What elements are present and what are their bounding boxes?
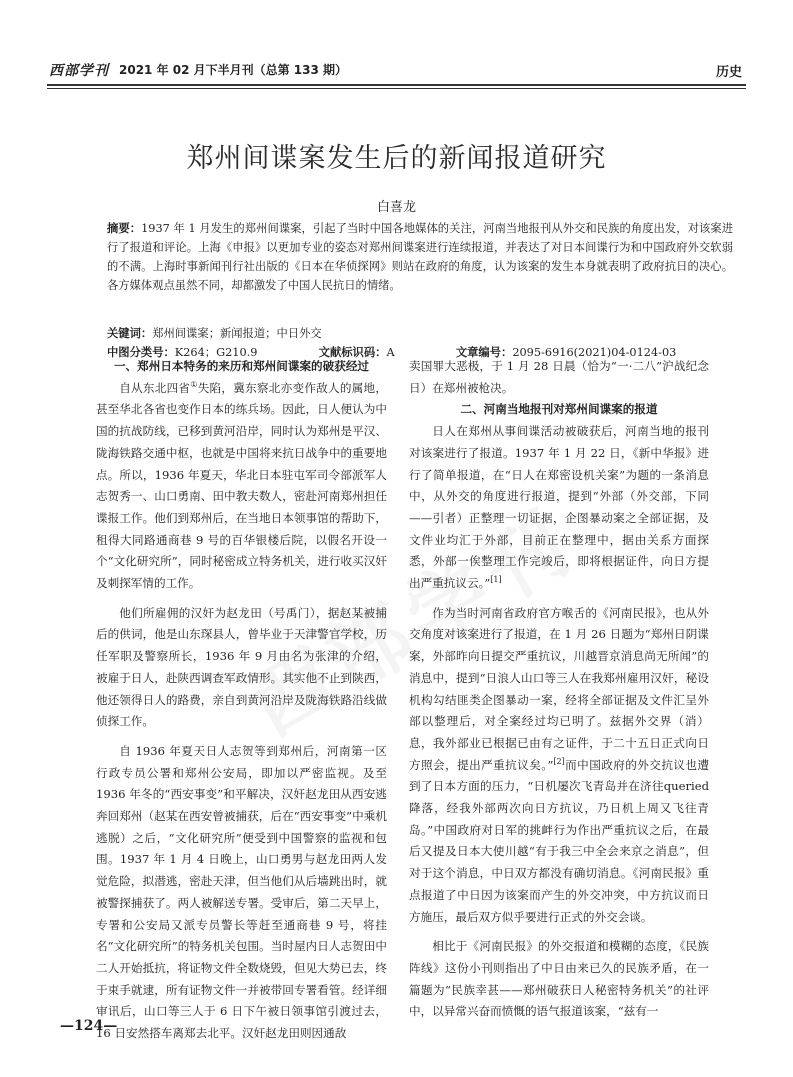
journal-logo: 西部学刊: [49, 63, 109, 79]
issue-info: 2021 年 02 月下半月刊（总第 133 期）: [119, 63, 348, 77]
abstract-label: 摘要：: [107, 221, 142, 235]
paragraph: [409, 603, 709, 929]
article-title: 郑州间谍案发生后的新闻报道研究: [186, 143, 607, 174]
abstract: [107, 219, 733, 295]
text-run: 失陷，冀东察北亦变作敌人的属地，甚至华北各省也变作日本的练兵场。因此，日人便认为中国的抗战防线，已移到黄河沿岸，同时认为郑州是平汉、陇海铁路交通中枢，也就是中国将来抗日战争中的重要地点。所以，1936 年夏天，华北日本驻屯军司令部派军人志贺秀一、山口勇南、田中教夫数人，密赴河南郑州担任谍报工作。他们到郑州后，在当地日本领事馆的帮助下，租得大同路通商巷 9 号的百华银楼后院，以假名开设一个“文化研究所”，同时秘密成立特务机关，进行收买汉奸及刺探军情的工作。: [96, 380, 387, 591]
citation-marker: [2]: [553, 756, 565, 766]
clc-value: K264；G210.9: [174, 346, 258, 359]
paragraph: 自 1936 年夏天日人志贺等到郑州后，河南第一区行政专员公署和郑州公安局，即加以严密监视。及至 1936 年冬的“西安事变”和平解决，汉奸赵龙田从西安逃奔回郑州（赵某在西安曾被捕获，后在“西安事变”中乘机逃脱）之后，“文化研究所”便受到中国警察的监视和包围。1937 年 1 月 4 日晚上，山口勇男与赵龙田两人发觉危险，拟潜逃，密赴天津，但当他们从后墙跳出时，就被警探捕获了。两人被解送专署。受审后，第二天早上，专署和公安局又派专员警长等赶至通商巷 9 号，将挂名“文化研究所”的特务机关包围。当时屋内日人志贺田中二人开始抵抗，将证物文件全数烧毁，但见大势已去，终于束手就逮，所有证物文件一并被带回专署看管。经详细审讯后，山口等三人于 6 日下午被日领事馆引渡过去，16 日安然搭车离郑去北平。汉奸赵龙田则因通敌: [96, 743, 387, 1041]
paragraph: 相比于《河南民报》的外交报道和模糊的态度，《民族阵线》这份小刊则指出了中日由来已久的民族矛盾，在一篇题为“民族幸甚——郑州破获日人秘密特务机关”的社评中，以异常兴奋而愤慨的语气报道该案，“兹有一: [409, 939, 709, 1019]
article-author: 白喜龙: [376, 200, 416, 215]
page-number: —124—: [60, 1018, 118, 1034]
section-heading-1: 一、郑州日本特务的来历和郑州间谍案的破获经过: [113, 359, 370, 373]
running-header: [47, 58, 746, 82]
keywords-line: [107, 324, 733, 343]
keywords: 郑州间谍案；新闻报道；中日外交: [152, 327, 322, 340]
keywords-label: 关键词：: [107, 326, 153, 340]
paragraph: [96, 378, 387, 595]
text-run: 而中国政府的外交抗议也遭到了日本方面的压力，“日机屡次飞青岛并在济往queried降落，经我外部两次向日方抗议，乃日机上周又飞往青岛。”中国政府对日军的挑衅行为作出严重抗议之后，在最后又提及日本大使川越“有于我三中全会来京之消息”，但对于这个消息，中日双方都没有确切消息。《河南民报》重点报道了中日因为该案而产生的外交冲突，中方抗议而日方施压，最后双方似乎要进行正式的外交会谈。: [409, 757, 709, 924]
text-run: 自从东北四省: [119, 380, 191, 395]
paragraph: 卖国罪大恶极，于 1 月 28 日晨（恰为“一·二八”沪战纪念日）在郑州被枪决。: [409, 359, 709, 395]
citation-marker: [1]: [490, 575, 502, 585]
clc-label: 中图分类号：: [107, 345, 175, 359]
abstract-text: 1937 年 1 月发生的郑州间谍案，引起了当时中国各地媒体的关注，河南当地报刊从外交和民族的角度出发，对该案进行了报道和评论。上海《申报》以更加专业的姿态对郑州间谍案进行连续报道，并表达了对日本间谍行为和中国政府外交软弱的不满。上海时事新闻刊行社出版的《日本在华侦探网》则站在政府的角度，认为该案的发生本身就表明了政府抗日的决心。各方媒体观点虽然不同，却都激发了中国人民抗日的情绪。: [107, 222, 733, 292]
left-column: [96, 356, 387, 1045]
header-rule-thin: [47, 88, 746, 89]
text-run: 日人在郑州从事间谍活动被破获后，河南当地的报刊对该案进行了报道。1937 年 1 月 22 日，《新中华报》进行了简单报道，在“日人在郑密设机关案”为题的一条消息中，从外交的角度进行报道，提到“外部（外交部，下同——引者）正整理一切证据，企图暴动案之全部证据，及文件业均汇于外部，目前正在整理中，据由关系方面探悉，外部一俟整理工作完竣后，即将根据证件，向日方提出严重抗议云。”: [409, 424, 709, 591]
section-heading-2: 二、河南当地报刊对郑州间谍案的报道: [460, 402, 658, 417]
article-no-label: 文章编号：: [455, 345, 513, 359]
article-no-value: 2095-6916(2021)04-0124-03: [512, 346, 677, 359]
header-rule: [47, 84, 746, 86]
paragraph: 他们所雇佣的汉奸为赵龙田（号禹门），据赵某被捕后的供词，他是山东琛县人，曾毕业于天津警官学校，历任军职及警察所长，1936 年 9 月由名为张津的介绍，被雇于日人，赴陕西调查军政情形。其实他不止到陕西，他还领得日人的路费，亲自到黄河沿岸及陇海铁路沿线做侦探工作。: [96, 605, 387, 729]
paragraph: [409, 421, 709, 595]
doc-code-value: A: [386, 346, 395, 359]
section-label: 历史: [715, 65, 742, 80]
right-column: [409, 356, 709, 1023]
text-run: 作为当时河南省政府官方喉舌的《河南民报》，也从外交角度对该案进行了报道，在 1 月 26 日题为“郑州日阴谍案，外部昨向日提交严重抗议，川越晋京消息尚无所闻”的消息中，提到“日浪人山口等三人在我郑州雇用汉奸，秘设机构勾结匪类企图暴动一案，经将全部证据及文件汇呈外部以整理后，对全案经过均已明了。兹据外交界（消）息，我外部业已根据已由有之证件，于二十五日正式向日方照会，提出严重抗议矣。”: [409, 605, 709, 772]
footnote-marker: ①: [190, 379, 198, 389]
doc-code-label: 文献标识码：: [318, 345, 387, 359]
